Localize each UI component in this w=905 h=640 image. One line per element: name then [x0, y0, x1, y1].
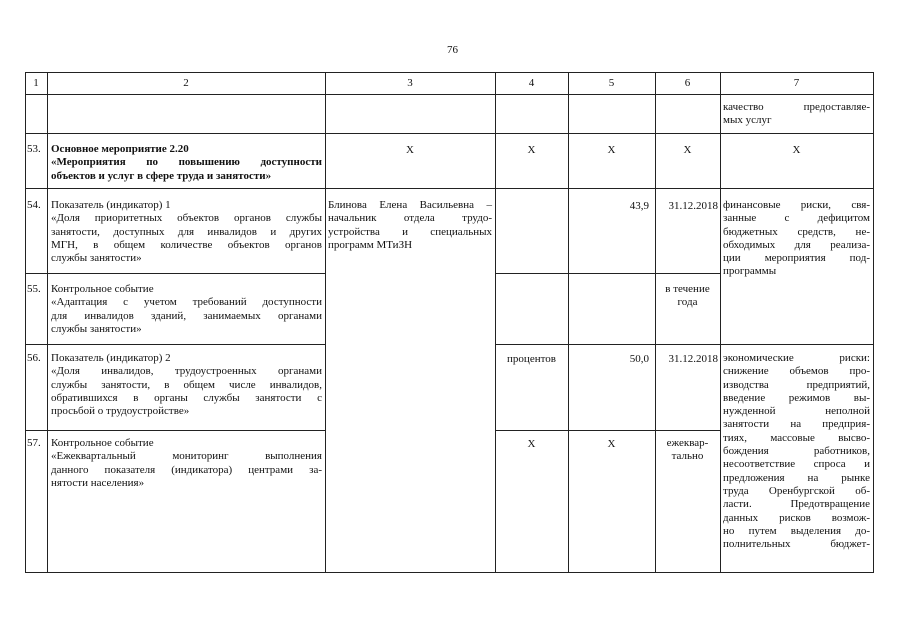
row-border	[495, 344, 874, 345]
column-header-2: 2	[183, 77, 189, 89]
table-bottom-border	[25, 572, 874, 573]
column-border	[873, 72, 874, 573]
row53-col7: Х	[792, 144, 801, 156]
row53-col6: Х	[683, 144, 692, 156]
column-border	[47, 72, 48, 573]
column-header-7: 7	[793, 77, 800, 89]
deadline-date: 31.12.2018	[668, 353, 718, 365]
row-number: 57.	[27, 437, 41, 449]
row-border	[25, 188, 874, 189]
main-activity-text: Основное мероприятие 2.20 «Мероприятия по повышению доступности объектов и услуг в сфере труда и занятости»	[51, 143, 322, 182]
column-header-6: 6	[684, 77, 691, 89]
unit-of-measure: процентов	[507, 353, 556, 365]
header-bottom-border	[25, 94, 874, 95]
row53-col3: Х	[406, 144, 414, 156]
row-border	[25, 133, 874, 134]
column-header-1: 1	[33, 77, 39, 89]
row-number: 54.	[27, 199, 41, 211]
row-number: 55.	[27, 283, 41, 295]
risk-economic-text: экономические риски: снижение объемов про- изводства предприятий, введение режимов вы- нужденной неполной занятости на предприя- тиях, массовые высво- бождения работников, несоответствие спроса и предложения на рынке труда Оренбургской об- ласти. Предотвращение данных рисков возмож- но путем выделения до- полнительных бюджет-	[723, 352, 870, 551]
row-border	[495, 430, 720, 431]
row-border	[25, 344, 325, 345]
indicator-text: Показатель (индикатор) 1 «Доля приоритетных объектов органов службы занятости, доступных для инвалидов и других МГН, в общем количестве объектов органов службы занятости»	[51, 199, 322, 265]
responsible-person: Блинова Елена Васильевна – начальник отдела трудо- устройства и специальных программ МТиЗН	[328, 199, 492, 251]
row-border	[25, 273, 325, 274]
row57-col4: Х	[527, 438, 536, 450]
row-number: 56.	[27, 352, 41, 364]
deadline-period: ежеквар- тально	[666, 437, 709, 463]
row53-col5: Х	[607, 144, 616, 156]
column-header-3: 3	[407, 77, 413, 89]
row57-col5: Х	[607, 438, 616, 450]
row-number: 53.	[27, 143, 41, 155]
control-event-text: Контрольное событие «Адаптация с учетом требований доступности для инвалидов зданий, занимаемых органами службы занятости»	[51, 283, 322, 335]
page-number: 76	[447, 44, 458, 56]
row-border	[25, 430, 325, 431]
risk-financial-text: финансовые риски, свя- занные с дефицитом бюджетных средств, не- обходимых для реализа- ции мероприятия под- программы	[723, 199, 870, 278]
column-header-4: 4	[528, 77, 535, 89]
indicator-value: 43,9	[629, 200, 649, 212]
control-event-text: Контрольное событие «Ежеквартальный мониторинг выполнения данного показателя (индикатора) центрами за- нятости населения»	[51, 437, 322, 489]
row53-col4: Х	[527, 144, 536, 156]
deadline-period: в течение года	[665, 283, 710, 309]
indicator-value: 50,0	[629, 353, 649, 365]
row-border	[495, 273, 720, 274]
continuation-risk-text: качество предоставляе- мых услуг	[723, 101, 870, 127]
indicator-text: Показатель (индикатор) 2 «Доля инвалидов, трудоустроенных органами службы занятости, в общем числе инвалидов, обратившихся в органы службы занятости с просьбой о трудоустройстве»	[51, 352, 322, 418]
column-header-5: 5	[608, 77, 615, 89]
deadline-date: 31.12.2018	[668, 200, 718, 212]
